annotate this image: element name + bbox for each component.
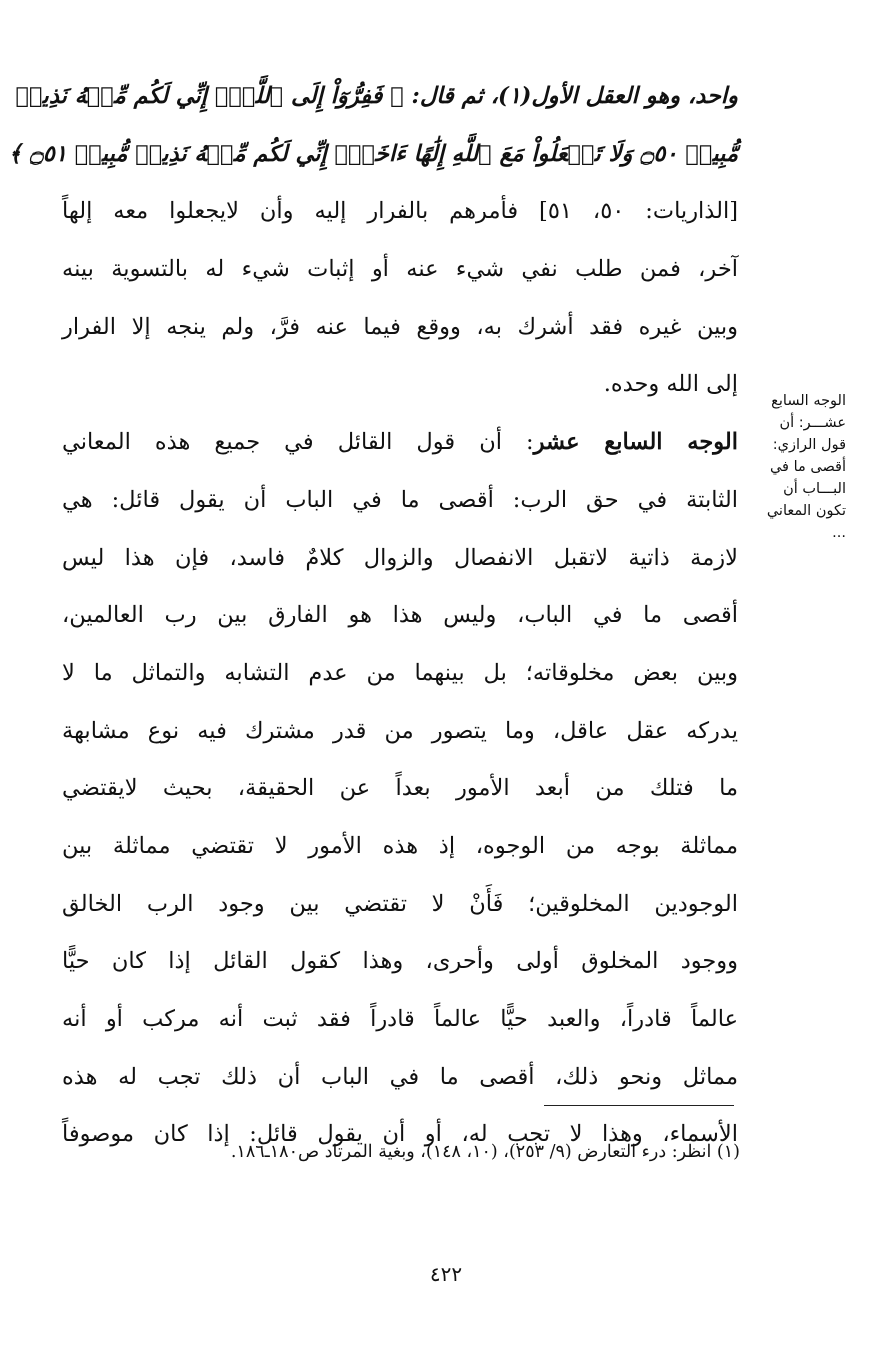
section-heading-line (62, 414, 738, 472)
section-heading-rest: : أن قول القائل في جميع هذه المعاني (62, 429, 534, 456)
text-line: [الذاريات: ٥٠، ٥١] فأمرهم بالفرار إليه وأن لايجعلوا معه إلهاً (62, 198, 738, 225)
margin-note-line: البـــاب أن (783, 481, 846, 497)
margin-note-line: تكون المعاني (766, 503, 846, 519)
text-line-quran-1: واحد، وهو العقل الأول(١)، ثم قال: ﴿ فَفِرُّوٓاْ إِلَى ٱللَّهِۖ إِنِّي لَكُم مِّنۡهُ نَذِيرٞ (15, 83, 738, 109)
text-line: وبين غيره فقد أشرك به، ووقع فيما عنه فرَّ، ولم ينجه إلا الفرار (62, 313, 738, 340)
margin-note-line: قول الرازي: (772, 437, 846, 453)
page-number: ٤٢٢ (429, 1262, 463, 1286)
footnote: (١) انظر: درء التعارض (٩/ ٢٥٣)، (١٠، ١٤٨)، وبغية المرتاد ص١٨٠ـ١٨٦. (230, 1142, 740, 1162)
main-text-block (8, 68, 738, 1164)
text-line: مماثلة بوجه من الوجوه، إذ هذه الأمور لا تقتضي مماثلة بين (62, 832, 738, 859)
margin-note-line: ... (832, 525, 846, 541)
text-line: يدركه عقل عاقل، وما يتصور من قدر مشترك فيه نوع مشابهة (62, 717, 738, 744)
text-line: وبين بعض مخلوقاته؛ بل بينهما من عدم التشابه والتماثل ما لا (62, 659, 738, 686)
text-line: الوجودين المخلوقين؛ فَأَنْ لا تقتضي بين وجود الرب الخالق (62, 890, 738, 917)
text-line: ما فتلك من أبعد الأمور بعداً عن الحقيقة، بحيث لايقتضي (62, 775, 738, 802)
footnote-separator (544, 1105, 734, 1106)
margin-note-line: أقصى ما في (769, 459, 846, 475)
text-line: أقصى ما في الباب، وليس هذا هو الفارق بين رب العالمين، (62, 602, 738, 629)
text-line-quran-2: مُّبِينٞ ۝٥٠ وَلَا تَجۡعَلُواْ مَعَ ٱللَّهِ إِلَٰهًا ءَاخَرَۖ إِنِّي لَكُم مِّنۡهُ نَذِيرٞ مُّبِينٞ ۝٥١ ﴾ (8, 140, 738, 167)
text-line: آخر، فمن طلب نفي شيء عنه أو إثبات شيء له بالتسوية بينه (62, 256, 738, 283)
text-line: الثابتة في حق الرب: أقصى ما في الباب أن يقول قائل: هي (62, 486, 738, 513)
section-heading: الوجه السابع عشر (533, 429, 738, 456)
margin-note-line: الوجه السابع (771, 393, 846, 409)
text-line: لازمة ذاتية لاتقبل الانفصال والزوال كلامٌ فاسد، فإن هذا ليس (62, 544, 738, 571)
text-line: عالماً قادراً، والعبد حيًّا عالماً قادراً فقد ثبت أنه مركب أو أنه (62, 1006, 738, 1032)
text-line: الأسماء، وهذا لا تجب له، أو أن يقول قائل: إذا كان موصوفاً (62, 1121, 738, 1148)
text-line: ووجود المخلوق أولى وأحرى، وهذا كقول القائل إذا كان حيًّا (62, 948, 738, 975)
margin-note (742, 390, 846, 544)
text-line: مماثل ونحو ذلك، أقصى ما في الباب أن ذلك تجب له هذه (62, 1063, 738, 1090)
text-line: إلى الله وحده. (603, 371, 738, 398)
margin-note-line: عشـــر: أن (779, 415, 846, 431)
